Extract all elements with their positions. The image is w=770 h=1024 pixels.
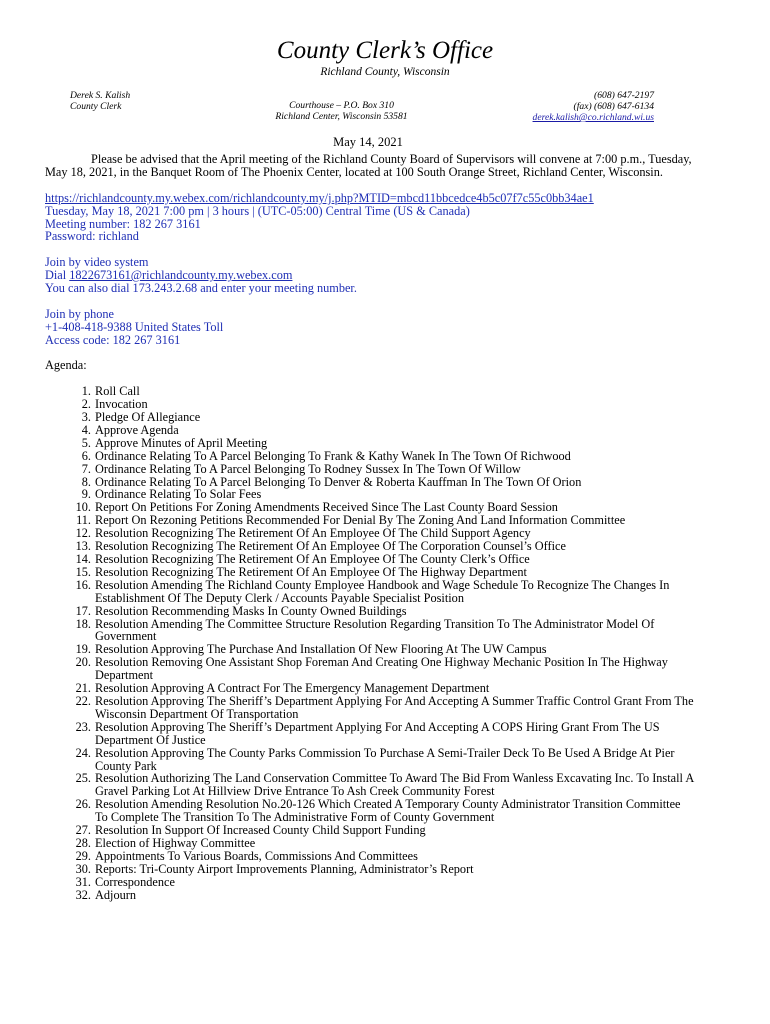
agenda-item (45, 772, 695, 798)
agenda-item-number: 30. (75, 861, 91, 876)
agenda-item-number: 1. (81, 384, 91, 399)
agenda-item-text: Report On Petitions For Zoning Amendments Received Since The Last County Board Session (95, 500, 558, 515)
contact-info (533, 90, 654, 123)
agenda-item-text: Ordinance Relating To A Parcel Belonging To Rodney Sussex In The Town Of Willow (95, 461, 521, 476)
agenda-item (45, 618, 695, 644)
agenda-item-number: 3. (81, 410, 91, 425)
dial-prefix: Dial (45, 268, 70, 283)
agenda-item-text: Election of Highway Committee (95, 835, 256, 850)
agenda-item-text: Resolution Approving The Sheriff’s Department Applying For And Accepting A Summer Traffic Control Grant From The Wisconsin Department Of Transportation (95, 693, 694, 721)
agenda-label: Agenda: (45, 358, 87, 373)
agenda-item-text: Resolution Recommending Masks In County Owned Buildings (95, 603, 407, 618)
agenda-item-text: Ordinance Relating To Solar Fees (95, 487, 262, 502)
agenda-item-number: 7. (81, 461, 91, 476)
agenda-item-text: Resolution Recognizing The Retirement Of An Employee Of The Child Support Agency (95, 526, 531, 541)
agenda-item-number: 20. (75, 655, 91, 670)
agenda-item-number: 12. (75, 526, 91, 541)
meeting-notice: Please be advised that the April meeting of the Richland County Board of Supervisors will convene at 7:00 p.m., Tuesday, May 18, 2021, in the Banquet Room of The Phoenix Center, located at 100 South Orange Street, Richland Center, Wisconsin. (45, 152, 692, 179)
letter-date: May 14, 2021 (333, 135, 403, 149)
agenda-item-number: 16. (75, 577, 91, 592)
agenda-item-text: Resolution Amending Resolution No.20-126 Which Created A Temporary County Administrator Transition Committee To Complete The Transition To The Administrative Form of County Government (95, 797, 681, 825)
agenda-item-number: 27. (75, 823, 91, 838)
email-link[interactable]: derek.kalish@co.richland.wi.us (532, 112, 654, 123)
agenda-item-text: Resolution In Support Of Increased County Child Support Funding (95, 823, 426, 838)
agenda-item-text: Approve Minutes of April Meeting (95, 435, 268, 450)
phone-heading: Join by phone (45, 306, 114, 321)
webex-details (45, 192, 695, 347)
agenda-item-number: 2. (81, 397, 91, 412)
agenda-item-number: 11. (76, 513, 91, 528)
agenda-item-number: 24. (75, 745, 91, 760)
agenda-item (45, 889, 695, 902)
agenda-item (45, 747, 695, 773)
agenda-item-text: Resolution Amending The Richland County Employee Handbook and Wage Schedule To Recognize The Changes In Establishment Of The Deputy Clerk / Accounts Payable Specialist Position (95, 577, 670, 605)
agenda-item-number: 15. (75, 564, 91, 579)
agenda-item-number: 17. (75, 603, 91, 618)
page-title: County Clerk’s Office (276, 37, 494, 64)
meeting-time: Tuesday, May 18, 2021 7:00 pm | 3 hours | (UTC-05:00) Central Time (US & Canada) (45, 203, 470, 218)
agenda-item-text: Invocation (95, 397, 148, 412)
agenda-item-text: Resolution Recognizing The Retirement Of An Employee Of The County Clerk’s Office (95, 552, 530, 567)
agenda-item-number: 4. (81, 422, 91, 437)
agenda-item-text: Resolution Approving The Sheriff’s Department Applying For And Accepting A COPS Hiring Grant From The US Department Of Justice (95, 719, 660, 747)
dial-alternative: You can also dial 173.243.2.68 and enter your meeting number. (45, 281, 357, 296)
agenda-item-text: Pledge Of Allegiance (95, 410, 201, 425)
agenda-item-number: 22. (75, 693, 91, 708)
page-subtitle: Richland County, Wisconsin (320, 66, 450, 78)
agenda-item-text: Resolution Recognizing The Retirement Of An Employee Of The Corporation Counsel’s Office (95, 539, 566, 554)
agenda-item-text: Adjourn (95, 887, 136, 902)
clerk-role: County Clerk (70, 101, 122, 112)
agenda-item-number: 8. (81, 474, 91, 489)
agenda-item-text: Appointments To Various Boards, Commissions And Committees (95, 848, 418, 863)
agenda-item-text: Reports: Tri-County Airport Improvements Planning, Administrator’s Report (95, 861, 474, 876)
agenda-item-text: Resolution Authorizing The Land Conservation Committee To Award The Bid From Wanless Excavating Inc. To Install A Gravel Parking Lot At Hillview Drive Entrance To Ash Creek Community Forest (95, 771, 694, 799)
agenda-item-text: Resolution Recognizing The Retirement Of An Employee Of The Highway Department (95, 564, 527, 579)
agenda-item-text: Correspondence (95, 874, 175, 889)
agenda-item-number: 32. (75, 887, 91, 902)
meeting-number: Meeting number: 182 267 3161 (45, 216, 201, 231)
agenda-item (45, 695, 695, 721)
agenda-item-number: 25. (75, 771, 91, 786)
agenda-item-number: 21. (75, 681, 91, 696)
agenda-item-text: Resolution Approving A Contract For The Emergency Management Department (95, 681, 490, 696)
agenda-item-text: Roll Call (95, 384, 140, 399)
agenda-item (45, 579, 695, 605)
agenda-item (45, 876, 695, 889)
agenda-item-number: 29. (75, 848, 91, 863)
agenda-item-text: Report On Rezoning Petitions Recommended For Denial By The Zoning And Land Information Committee (95, 513, 626, 528)
agenda-item-text: Ordinance Relating To A Parcel Belonging To Denver & Roberta Kauffman In The Town Of Orion (95, 474, 582, 489)
agenda-item-text: Approve Agenda (95, 422, 179, 437)
agenda-item-number: 6. (81, 448, 91, 463)
agenda-item (45, 721, 695, 747)
agenda-item-number: 18. (75, 616, 91, 631)
agenda-item-number: 19. (75, 642, 91, 657)
agenda-item-number: 31. (75, 874, 91, 889)
agenda-item-text: Resolution Amending The Committee Structure Resolution Regarding Transition To The Administrator Model Of Government (95, 616, 655, 644)
meeting-password: Password: richland (45, 229, 139, 244)
agenda-list (45, 385, 695, 901)
letter-body (45, 153, 695, 901)
agenda-item-number: 26. (75, 797, 91, 812)
dial-link[interactable]: 1822673161@richlandcounty.my.webex.com (69, 268, 293, 283)
clerk-name: Derek S. Kalish (70, 90, 131, 101)
phone-number: (608) 647-2197 (594, 90, 654, 101)
fax-number: (fax) (608) 647-6134 (573, 101, 654, 112)
video-heading: Join by video system (45, 255, 149, 270)
agenda-item-number: 9. (81, 487, 91, 502)
address-line-1: Courthouse – P.O. Box 310 (289, 100, 394, 111)
agenda-item-text: Resolution Removing One Assistant Shop Foreman And Creating One Highway Mechanic Position In The Highway Department (95, 655, 668, 683)
agenda-item-number: 13. (75, 539, 91, 554)
access-code: Access code: 182 267 3161 (45, 332, 181, 347)
agenda-item-text: Ordinance Relating To A Parcel Belonging To Frank & Kathy Wanek In The Town Of Richwood (95, 448, 571, 463)
agenda-item-number: 28. (75, 835, 91, 850)
webex-meeting-link[interactable]: https://richlandcounty.my.webex.com/richlandcounty.my/j.php?MTID=mbcd11bbcedce4b5c07f7c55c0bb34ae1 (45, 190, 594, 205)
agenda-item-number: 10. (75, 500, 91, 515)
phone-toll-number: +1-408-418-9388 United States Toll (45, 319, 224, 334)
agenda-item-number: 5. (81, 435, 91, 450)
agenda-item-text: Resolution Approving The Purchase And Installation Of New Flooring At The UW Campus (95, 642, 547, 657)
address-line-2: Richland Center, Wisconsin 53581 (275, 111, 408, 122)
agenda-item (45, 656, 695, 682)
agenda-item-number: 14. (75, 552, 91, 567)
agenda-item (45, 798, 695, 824)
agenda-item-text: Resolution Approving The County Parks Commission To Purchase A Semi-Trailer Deck To Be Used A Bridge At Pier County Park (95, 745, 675, 773)
agenda-item-number: 23. (75, 719, 91, 734)
